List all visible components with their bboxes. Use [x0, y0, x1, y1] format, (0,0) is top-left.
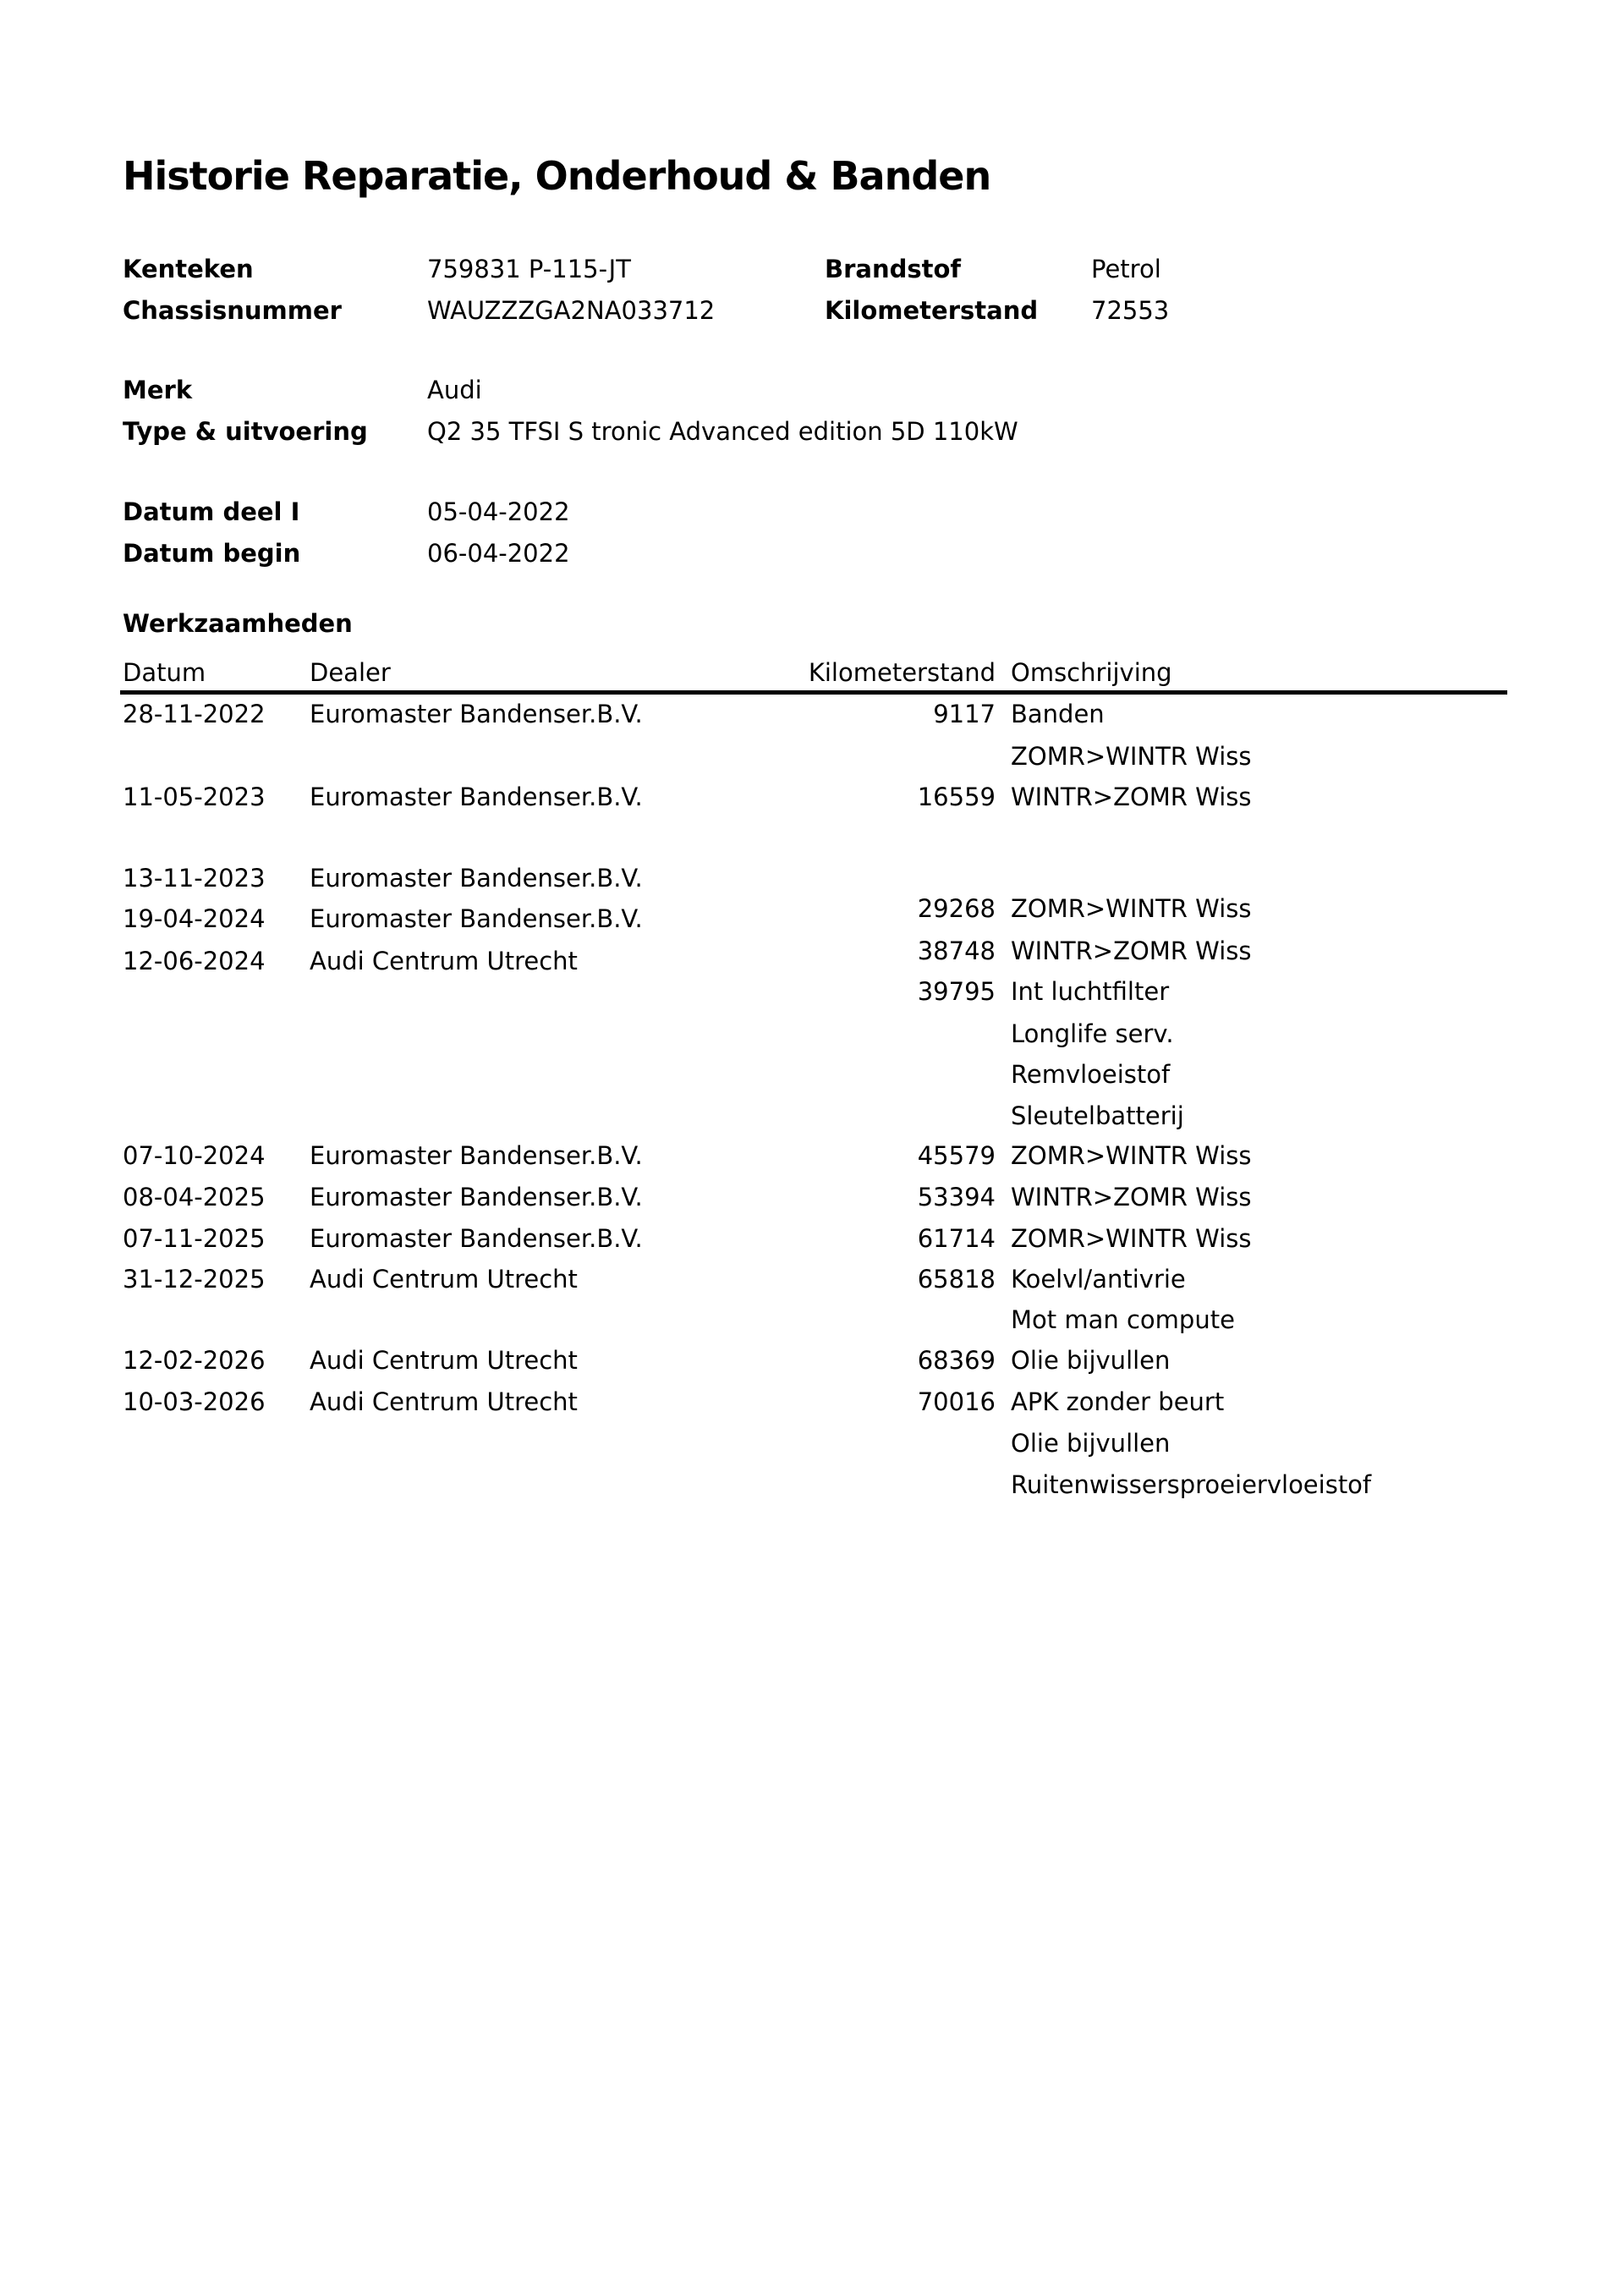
table-row — [0, 1177, 1624, 1218]
km-cell: 39795 — [917, 977, 996, 1006]
table-row — [0, 1464, 1624, 1506]
werkzaamheden-section-title: Werkzaamheden — [123, 609, 353, 638]
datum-cell: 31-12-2025 — [123, 1265, 266, 1294]
omschrijving-cell: Mot man compute — [1011, 1305, 1235, 1334]
table-row — [0, 1423, 1624, 1464]
table-row — [0, 1218, 1624, 1260]
table-row — [0, 1340, 1624, 1381]
kilometerstand-value: 72553 — [1091, 296, 1170, 325]
datum-cell: 28-11-2022 — [123, 700, 266, 728]
dealer-cell: Euromaster Bandenser.B.V. — [310, 700, 643, 728]
datum-deel1-value: 05-04-2022 — [427, 497, 570, 526]
table-header-datum: Datum — [123, 658, 206, 687]
brandstof-label: Brandstof — [825, 255, 962, 283]
km-cell: 16559 — [917, 783, 996, 811]
km-cell: 9117 — [933, 700, 996, 728]
chassisnummer-label: Chassisnummer — [123, 296, 342, 325]
table-row-offset — [0, 971, 1624, 1013]
table-header-row — [0, 652, 1624, 694]
km-cell: 70016 — [917, 1387, 996, 1416]
omschrijving-cell: Olie bijvullen — [1011, 1429, 1171, 1458]
datum-begin-label: Datum begin — [123, 539, 301, 568]
kenteken-value: 759831 P-115-JT — [427, 255, 631, 283]
merk-label: Merk — [123, 376, 193, 404]
omschrijving-cell: ZOMR>WINTR Wiss — [1011, 1141, 1252, 1170]
omschrijving-cell: Ruitenwissersproeiervloeistof — [1011, 1470, 1372, 1499]
datum-begin-value: 06-04-2022 — [427, 539, 570, 568]
omschrijving-cell: ZOMR>WINTR Wiss — [1011, 742, 1252, 771]
dealer-cell: Euromaster Bandenser.B.V. — [310, 1183, 643, 1211]
datum-cell: 12-06-2024 — [123, 947, 266, 975]
datum-cell: 13-11-2023 — [123, 864, 266, 893]
kenteken-label: Kenteken — [123, 255, 254, 283]
omschrijving-cell: APK zonder beurt — [1011, 1387, 1225, 1416]
omschrijving-cell: Koelvl/antivrie — [1011, 1265, 1186, 1294]
table-row — [0, 1259, 1624, 1300]
km-cell: 68369 — [917, 1346, 996, 1375]
table-row-offset — [0, 1013, 1624, 1055]
omschrijving-cell: Longlife serv. — [1011, 1019, 1174, 1048]
type-uitvoering-label: Type & uitvoering — [123, 417, 368, 446]
datum-cell: 08-04-2025 — [123, 1183, 266, 1211]
table-row — [0, 1135, 1624, 1177]
dealer-cell: Audi Centrum Utrecht — [310, 1346, 578, 1375]
table-row — [0, 1299, 1624, 1341]
omschrijving-cell: WINTR>ZOMR Wiss — [1011, 937, 1252, 965]
table-row-offset — [0, 1054, 1624, 1096]
datum-cell: 07-11-2025 — [123, 1224, 266, 1253]
table-header-dealer: Dealer — [310, 658, 391, 687]
dealer-cell: Audi Centrum Utrecht — [310, 947, 578, 975]
datum-cell: 11-05-2023 — [123, 783, 266, 811]
datum-cell: 19-04-2024 — [123, 904, 266, 933]
dealer-cell: Euromaster Bandenser.B.V. — [310, 1224, 643, 1253]
type-uitvoering-value: Q2 35 TFSI S tronic Advanced edition 5D 110kW — [427, 417, 1018, 446]
datum-cell: 10-03-2026 — [123, 1387, 266, 1416]
table-header-kilometerstand: Kilometerstand — [808, 658, 996, 687]
table-row — [0, 1381, 1624, 1423]
omschrijving-cell: WINTR>ZOMR Wiss — [1011, 1183, 1252, 1211]
dealer-cell: Audi Centrum Utrecht — [310, 1265, 578, 1294]
dealer-cell: Audi Centrum Utrecht — [310, 1387, 578, 1416]
omschrijving-cell: ZOMR>WINTR Wiss — [1011, 1224, 1252, 1253]
omschrijving-cell: Sleutelbatterij — [1011, 1101, 1184, 1130]
kilometerstand-label: Kilometerstand — [825, 296, 1039, 325]
table-row-offset — [0, 888, 1624, 930]
table-row — [0, 694, 1624, 735]
dealer-cell: Euromaster Bandenser.B.V. — [310, 783, 643, 811]
table-header-omschrijving: Omschrijving — [1011, 658, 1172, 687]
omschrijving-cell: Remvloeistof — [1011, 1060, 1171, 1089]
brandstof-value: Petrol — [1091, 255, 1161, 283]
omschrijving-cell: Int luchtfilter — [1011, 977, 1170, 1006]
datum-cell: 12-02-2026 — [123, 1346, 266, 1375]
omschrijving-cell: WINTR>ZOMR Wiss — [1011, 783, 1252, 811]
omschrijving-cell: Olie bijvullen — [1011, 1346, 1171, 1375]
km-cell: 53394 — [917, 1183, 996, 1211]
datum-deel1-label: Datum deel I — [123, 497, 300, 526]
km-cell: 65818 — [917, 1265, 996, 1294]
page-title: Historie Reparatie, Onderhoud & Banden — [123, 153, 991, 199]
dealer-cell: Euromaster Bandenser.B.V. — [310, 864, 643, 893]
km-cell: 38748 — [917, 937, 996, 965]
km-cell: 61714 — [917, 1224, 996, 1253]
omschrijving-cell: ZOMR>WINTR Wiss — [1011, 894, 1252, 923]
merk-value: Audi — [427, 376, 482, 404]
dealer-cell: Euromaster Bandenser.B.V. — [310, 1141, 643, 1170]
table-row-offset — [0, 1096, 1624, 1137]
chassisnummer-value: WAUZZZGA2NA033712 — [427, 296, 716, 325]
table-row — [0, 736, 1624, 777]
table-row — [0, 777, 1624, 818]
datum-cell: 07-10-2024 — [123, 1141, 266, 1170]
table-row-offset — [0, 931, 1624, 972]
omschrijving-cell: Banden — [1011, 700, 1105, 728]
dealer-cell: Euromaster Bandenser.B.V. — [310, 904, 643, 933]
km-cell: 45579 — [917, 1141, 996, 1170]
km-cell: 29268 — [917, 894, 996, 923]
